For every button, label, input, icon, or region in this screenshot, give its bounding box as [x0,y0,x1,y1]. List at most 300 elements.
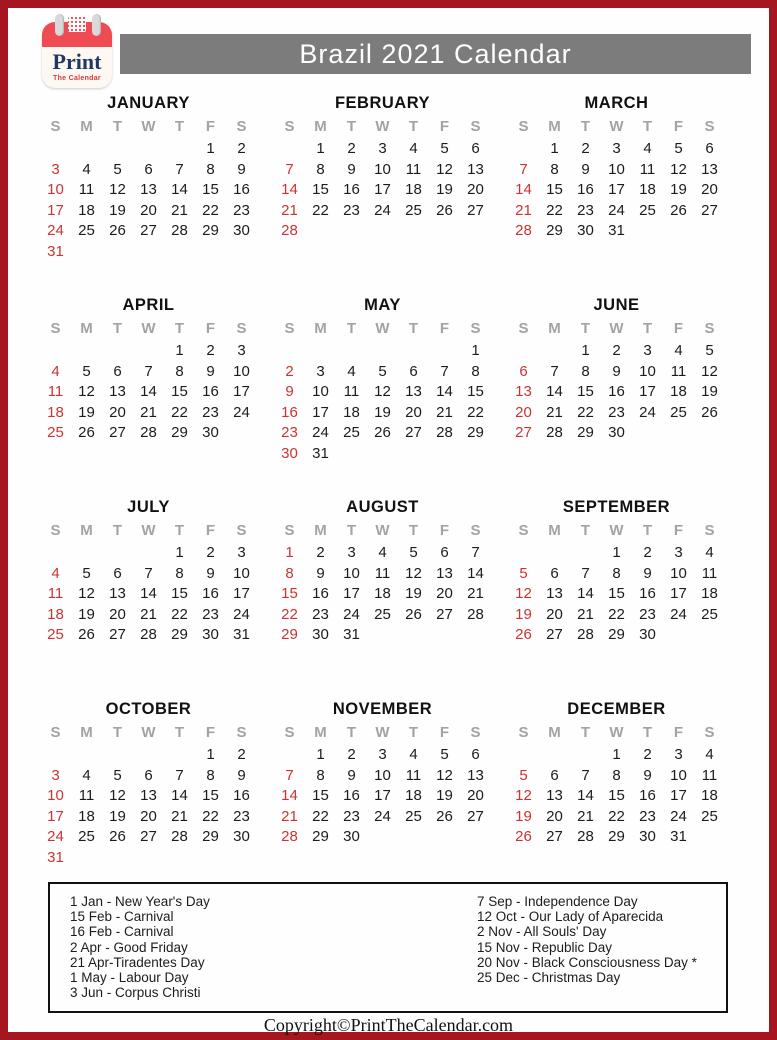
day-cell: 1 [285,544,294,561]
week-row [508,382,725,403]
day-cell: 11 [343,383,360,400]
holiday-item: 1 May - Labour Day [70,970,189,986]
day-cell: 6 [519,362,528,380]
day-cell: 5 [440,140,449,157]
day-cell-empty [133,242,164,263]
weekday-label: T [580,522,591,539]
weekday-label: S [704,118,715,135]
day-cell: 18 [78,201,95,219]
day-cell: 1 [175,544,184,561]
weekday-label: W [141,724,156,741]
weekday-label: T [112,522,123,539]
month-september [508,496,725,698]
weekday-label: T [112,118,123,135]
day-cell-empty [429,625,460,646]
week-row [40,201,257,222]
day-cell: 2 [643,544,652,561]
weekday-label: W [609,320,624,337]
day-cell: 7 [519,160,528,178]
day-cell: 26 [78,424,95,441]
day-cell: 23 [202,605,219,623]
day-cell: 31 [312,444,329,462]
week-row [40,362,257,383]
holiday-item: 15 Feb - Carnival [70,909,174,925]
day-cell: 8 [550,160,559,178]
day-cell: 23 [343,807,360,825]
day-cell-empty [539,543,570,564]
day-cell: 3 [237,342,246,359]
day-cell: 8 [612,766,621,784]
day-cell: 7 [550,362,559,380]
day-cell-empty [367,625,398,646]
day-cell: 4 [82,160,91,178]
day-cell: 17 [374,181,391,198]
day-cell: 20 [109,403,126,421]
day-cell: 27 [436,605,453,623]
day-cell: 11 [670,362,687,380]
day-cell: 24 [47,222,64,239]
day-cell: 29 [546,222,563,239]
day-cell: 21 [171,807,188,825]
day-cell-empty [429,341,460,362]
day-cell: 10 [670,564,687,582]
day-cell: 30 [343,828,360,845]
weekday-header-row [274,114,491,139]
day-cell: 30 [639,828,656,845]
month-title: NOVEMBER [332,700,433,718]
day-cell: 18 [701,585,718,602]
weekday-label: T [408,522,419,539]
day-cell: 25 [374,605,391,623]
day-cell: 27 [109,424,126,441]
day-cell: 25 [405,201,422,219]
day-cell-empty [508,543,539,564]
day-cell-empty [133,341,164,362]
weekday-label: F [439,118,450,135]
week-row [40,180,257,201]
day-cell: 5 [378,362,387,380]
month-title: OCTOBER [105,700,192,718]
week-row [508,341,725,362]
day-cell: 12 [515,787,532,804]
weekday-label: T [346,118,357,135]
week-row [508,605,725,626]
week-row [40,423,257,444]
weekday-header-row [508,316,725,341]
day-cell: 1 [206,140,215,157]
day-cell: 11 [47,585,64,602]
week-row [508,745,725,766]
day-cell: 9 [347,766,356,784]
day-cell-empty [663,423,694,444]
day-cell: 7 [581,564,590,582]
day-cell: 2 [206,342,215,359]
day-cell-empty [102,848,133,869]
day-cell: 23 [639,807,656,825]
day-cell: 14 [577,787,594,804]
day-cell: 16 [639,787,656,804]
day-cell: 24 [374,201,391,219]
day-cell: 22 [608,807,625,825]
day-cell: 17 [639,383,656,400]
day-cell-empty [398,221,429,242]
weekday-header-row [508,518,725,543]
day-cell: 13 [109,585,126,602]
month-title: DECEMBER [567,700,666,718]
day-cell: 15 [312,787,329,804]
day-cell: 7 [175,160,184,178]
day-cell: 17 [233,585,250,602]
day-cell: 21 [577,605,594,623]
weekday-label: S [518,118,529,135]
weekday-label: F [439,522,450,539]
weekday-label: S [470,522,481,539]
day-cell: 25 [343,424,360,441]
holiday-item: 20 Nov - Black Consciousness Day * [477,954,697,970]
week-row [508,362,725,383]
day-cell-empty [274,341,305,362]
week-row [40,382,257,403]
day-cell-empty [336,444,367,465]
week-row [40,584,257,605]
day-cell: 12 [78,383,95,400]
day-cell-empty [429,444,460,465]
calendar-ring-icon [55,14,64,36]
weekday-label: S [236,724,247,741]
day-cell: 27 [701,201,718,219]
weekday-label: F [673,320,684,337]
week-row [40,242,257,263]
day-cell: 28 [140,626,157,643]
weekday-label: S [284,522,295,539]
weekday-label: M [80,522,93,539]
day-cell: 12 [374,383,391,400]
day-cell: 28 [546,424,563,441]
month-title: JULY [127,498,170,516]
weekday-header-row [274,518,491,543]
day-cell: 8 [471,362,480,380]
day-cell: 16 [202,383,219,400]
week-row [274,382,491,403]
day-cell: 15 [577,383,594,400]
day-cell: 4 [378,544,387,561]
day-cell: 30 [639,626,656,643]
day-cell: 14 [281,787,298,804]
day-cell: 9 [581,160,590,178]
day-cell: 6 [144,160,153,178]
day-cell: 21 [546,403,563,421]
day-cell: 8 [175,362,184,380]
week-row [274,605,491,626]
logo-tagline-text: The Calendar [53,75,101,82]
day-cell: 26 [436,807,453,825]
day-cell: 22 [202,807,219,825]
week-row [40,766,257,787]
day-cell: 27 [405,424,422,441]
day-cell: 22 [312,201,329,219]
weekday-header-row [40,316,257,341]
day-cell: 3 [347,544,356,561]
weekday-label: S [50,724,61,741]
week-row [274,745,491,766]
day-cell: 18 [343,403,360,421]
day-cell: 3 [378,140,387,157]
day-cell: 11 [405,160,422,178]
day-cell: 29 [608,828,625,845]
day-cell: 19 [109,807,126,825]
day-cell: 24 [670,807,687,825]
day-cell: 1 [471,342,480,359]
day-cell: 2 [612,342,621,359]
day-cell: 26 [109,222,126,239]
day-cell: 14 [436,383,453,400]
day-cell: 17 [233,383,250,400]
week-row [40,807,257,828]
day-cell-empty [195,242,226,263]
day-cell: 10 [312,383,329,400]
day-cell: 1 [581,342,590,359]
day-cell-empty [71,745,102,766]
day-cell: 20 [515,403,532,421]
weekday-label: S [704,522,715,539]
day-cell: 20 [467,181,484,198]
day-cell: 23 [608,403,625,421]
calendar-ring-icon [92,14,101,36]
day-cell-empty [274,139,305,160]
day-cell: 1 [316,746,325,763]
day-cell: 27 [515,424,532,441]
day-cell: 26 [701,403,718,421]
weekday-label: S [50,320,61,337]
day-cell: 15 [608,787,625,804]
day-cell: 11 [639,160,656,178]
day-cell: 27 [546,828,563,845]
month-title: SEPTEMBER [562,498,671,516]
day-cell-empty [460,221,491,242]
day-cell: 31 [343,626,360,643]
holiday-item: 25 Dec - Christmas Day [477,970,621,986]
holidays-column-left [70,894,477,1011]
day-cell: 5 [440,746,449,763]
week-row [508,423,725,444]
week-row [40,543,257,564]
day-cell: 25 [47,424,64,441]
day-cell: 6 [113,362,122,380]
day-cell: 21 [467,585,484,602]
day-cell: 27 [140,222,157,239]
weekday-label: T [346,724,357,741]
day-cell: 10 [374,160,391,178]
day-cell-empty [398,444,429,465]
day-cell: 30 [233,828,250,845]
month-title: JANUARY [107,94,190,112]
day-cell: 19 [109,201,126,219]
weekday-label: W [609,724,624,741]
day-cell: 25 [47,626,64,643]
weekday-label: M [548,522,561,539]
day-cell: 15 [171,383,188,400]
day-cell: 9 [206,362,215,380]
weekday-label: S [236,118,247,135]
day-cell: 2 [237,140,246,157]
day-cell: 26 [109,828,126,845]
week-row [274,403,491,424]
day-cell-empty [133,543,164,564]
day-cell: 29 [171,626,188,643]
week-row [508,584,725,605]
day-cell-empty [694,423,725,444]
day-cell: 11 [701,766,718,784]
day-cell: 13 [436,564,453,582]
day-cell: 2 [643,746,652,763]
day-cell: 6 [471,140,480,157]
day-cell: 1 [612,746,621,763]
day-cell-empty [71,543,102,564]
week-row [274,201,491,222]
week-row [274,160,491,181]
day-cell: 13 [546,585,563,602]
day-cell: 17 [47,807,64,825]
day-cell: 26 [405,605,422,623]
day-cell: 7 [440,362,449,380]
day-cell: 22 [312,807,329,825]
day-cell: 24 [670,605,687,623]
day-cell: 8 [206,766,215,784]
weekday-label: F [439,724,450,741]
weekday-label: S [518,724,529,741]
day-cell: 9 [237,766,246,784]
week-row [508,827,725,848]
day-cell-empty [508,341,539,362]
day-cell: 12 [436,160,453,178]
day-cell-empty [398,341,429,362]
day-cell: 20 [140,807,157,825]
weekday-label: F [205,118,216,135]
day-cell: 30 [281,444,298,462]
day-cell: 10 [670,766,687,784]
day-cell-empty [164,242,195,263]
day-cell: 6 [144,766,153,784]
weekday-label: W [375,320,390,337]
day-cell: 1 [206,746,215,763]
day-cell-empty [632,423,663,444]
day-cell: 5 [705,342,714,359]
day-cell: 23 [202,403,219,421]
day-cell: 19 [436,787,453,804]
holidays-box [48,882,728,1013]
day-cell-empty [539,745,570,766]
day-cell: 19 [701,383,718,400]
day-cell: 8 [285,564,294,582]
day-cell: 31 [670,828,687,845]
week-row [274,625,491,646]
day-cell: 27 [467,201,484,219]
weekday-label: S [518,522,529,539]
day-cell: 4 [705,544,714,561]
day-cell: 12 [405,564,422,582]
weekday-label: S [236,320,247,337]
day-cell: 3 [612,140,621,157]
day-cell: 20 [546,605,563,623]
week-row [274,807,491,828]
calendar-grid-glyph-icon [68,17,86,32]
day-cell: 21 [515,201,532,219]
day-cell-empty [570,543,601,564]
day-cell: 12 [109,787,126,804]
day-cell: 20 [701,181,718,198]
day-cell: 25 [701,807,718,825]
day-cell: 5 [113,160,122,178]
weekday-label: W [375,118,390,135]
day-cell: 16 [639,585,656,602]
day-cell-empty [40,543,71,564]
day-cell: 9 [347,160,356,178]
weekday-label: W [141,320,156,337]
month-title: MAY [364,296,401,314]
day-cell: 16 [233,181,250,198]
day-cell: 6 [471,746,480,763]
day-cell-empty [226,423,257,444]
day-cell: 1 [316,140,325,157]
day-cell-empty [367,827,398,848]
day-cell: 6 [705,140,714,157]
day-cell: 19 [78,403,95,421]
day-cell: 3 [643,342,652,359]
day-cell: 23 [577,201,594,219]
weekday-header-row [40,720,257,745]
day-cell: 18 [405,181,422,198]
day-cell-empty [305,221,336,242]
day-cell: 4 [51,362,60,380]
day-cell: 7 [285,766,294,784]
day-cell: 11 [701,564,718,582]
weekday-header-row [40,518,257,543]
day-cell: 29 [467,424,484,441]
weekday-label: S [470,724,481,741]
day-cell: 18 [47,605,64,623]
day-cell: 2 [347,140,356,157]
day-cell: 23 [233,807,250,825]
week-row [40,786,257,807]
day-cell: 27 [109,626,126,643]
day-cell: 16 [343,181,360,198]
day-cell: 29 [281,626,298,643]
day-cell: 15 [608,585,625,602]
day-cell: 19 [436,181,453,198]
day-cell-empty [71,139,102,160]
day-cell: 14 [281,181,298,198]
week-row [508,160,725,181]
weekday-label: W [375,724,390,741]
day-cell: 16 [577,181,594,198]
day-cell: 4 [347,362,356,380]
day-cell: 20 [405,403,422,421]
day-cell: 21 [577,807,594,825]
weekday-label: M [80,320,93,337]
weekday-label: M [548,724,561,741]
day-cell: 4 [674,342,683,359]
day-cell: 26 [515,828,532,845]
day-cell: 29 [577,424,594,441]
weekday-header-row [274,720,491,745]
day-cell: 28 [281,828,298,845]
weekday-label: M [314,118,327,135]
holiday-item: 2 Nov - All Souls' Day [477,924,607,940]
weekday-label: S [470,118,481,135]
day-cell-empty [694,221,725,242]
day-cell: 8 [316,766,325,784]
day-cell: 21 [140,403,157,421]
